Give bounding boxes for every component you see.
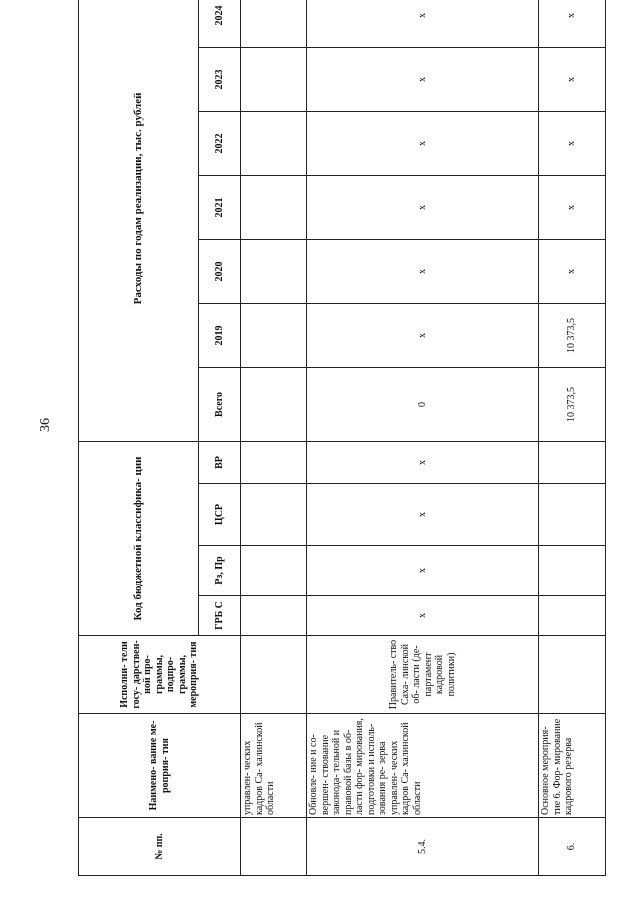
header-csr: ЦСР	[199, 484, 241, 546]
header-year-2019: 2019	[199, 303, 241, 367]
row-num	[241, 818, 307, 876]
row-year-2019: 10 373,5	[539, 303, 606, 367]
row-year-2020	[241, 239, 307, 303]
header-name: Наимено- вание ме- роприя- тия	[79, 714, 241, 818]
row-year-2024: x	[307, 0, 539, 47]
header-year-2022: 2022	[199, 111, 241, 175]
row-year-2022	[241, 111, 307, 175]
table-row	[241, 0, 307, 876]
row-year-2022: x	[307, 111, 539, 175]
row-name: Основное мероприя- тие 6. Фор- мирование кадрового резерва	[539, 714, 606, 818]
header-year-2020: 2020	[199, 239, 241, 303]
row-year-2021: x	[307, 175, 539, 239]
row-grbs	[539, 596, 606, 636]
header-vr: ВР	[199, 441, 241, 483]
row-executor	[241, 636, 307, 714]
row-total: 0	[307, 367, 539, 441]
header-expenses: Расходы по годам реализации, тыс. рублей	[79, 0, 199, 441]
row-year-2022: x	[539, 111, 606, 175]
row-year-2024	[241, 0, 307, 47]
header-rzpr: Рз, Пр	[199, 546, 241, 596]
header-grbs: ГРБ С	[199, 596, 241, 636]
row-num: 6.	[539, 818, 606, 876]
rotated-table-container	[78, 5, 605, 876]
row-year-2020: x	[539, 239, 606, 303]
header-total: Всего	[199, 367, 241, 441]
header-year-2023: 2023	[199, 47, 241, 111]
row-rzpr	[539, 546, 606, 596]
row-year-2021	[241, 175, 307, 239]
row-csr	[539, 484, 606, 546]
row-name: управлен- ческих кадров Са- халинской области	[241, 714, 307, 818]
row-rzpr: x	[307, 546, 539, 596]
row-year-2023	[241, 47, 307, 111]
row-year-2024: x	[539, 0, 606, 47]
table-row	[539, 0, 606, 876]
row-year-2023: x	[307, 47, 539, 111]
header-year-2024: 2024	[199, 0, 241, 47]
row-executor	[539, 636, 606, 714]
header-num: № пп.	[79, 818, 241, 876]
row-year-2020: x	[307, 239, 539, 303]
row-vr	[539, 441, 606, 483]
row-year-2023: x	[539, 47, 606, 111]
row-rzpr	[241, 546, 307, 596]
row-num: 5.4.	[307, 818, 539, 876]
header-executor: Исполни- тели госу- дарствен- ной про- граммы, подпро- граммы, мероприя- тия	[79, 636, 241, 714]
row-csr: x	[307, 484, 539, 546]
row-csr	[241, 484, 307, 546]
row-total	[241, 367, 307, 441]
header-budget-code: Код бюджетной классифика- ции	[79, 441, 199, 635]
expenses-table	[78, 0, 606, 876]
row-vr: x	[307, 441, 539, 483]
row-year-2021: x	[539, 175, 606, 239]
page-number: 36	[38, 418, 53, 432]
row-grbs: x	[307, 596, 539, 636]
header-year-2021: 2021	[199, 175, 241, 239]
row-total: 10 373,5	[539, 367, 606, 441]
row-year-2019: x	[307, 303, 539, 367]
row-year-2019	[241, 303, 307, 367]
row-name: Обновле- ние и со- вершен- ствование законода- тельной и правовой базы в об- ласти фор- мирования, подготовки и исполь- зования ре- зерва управлен- ческих кадров Са- халинской области	[307, 714, 539, 818]
table-row	[307, 0, 539, 876]
row-grbs	[241, 596, 307, 636]
row-executor: Правитель- ство Саха- линской об- ласти (де- партамент кадровой политики)	[307, 636, 539, 714]
row-vr	[241, 441, 307, 483]
